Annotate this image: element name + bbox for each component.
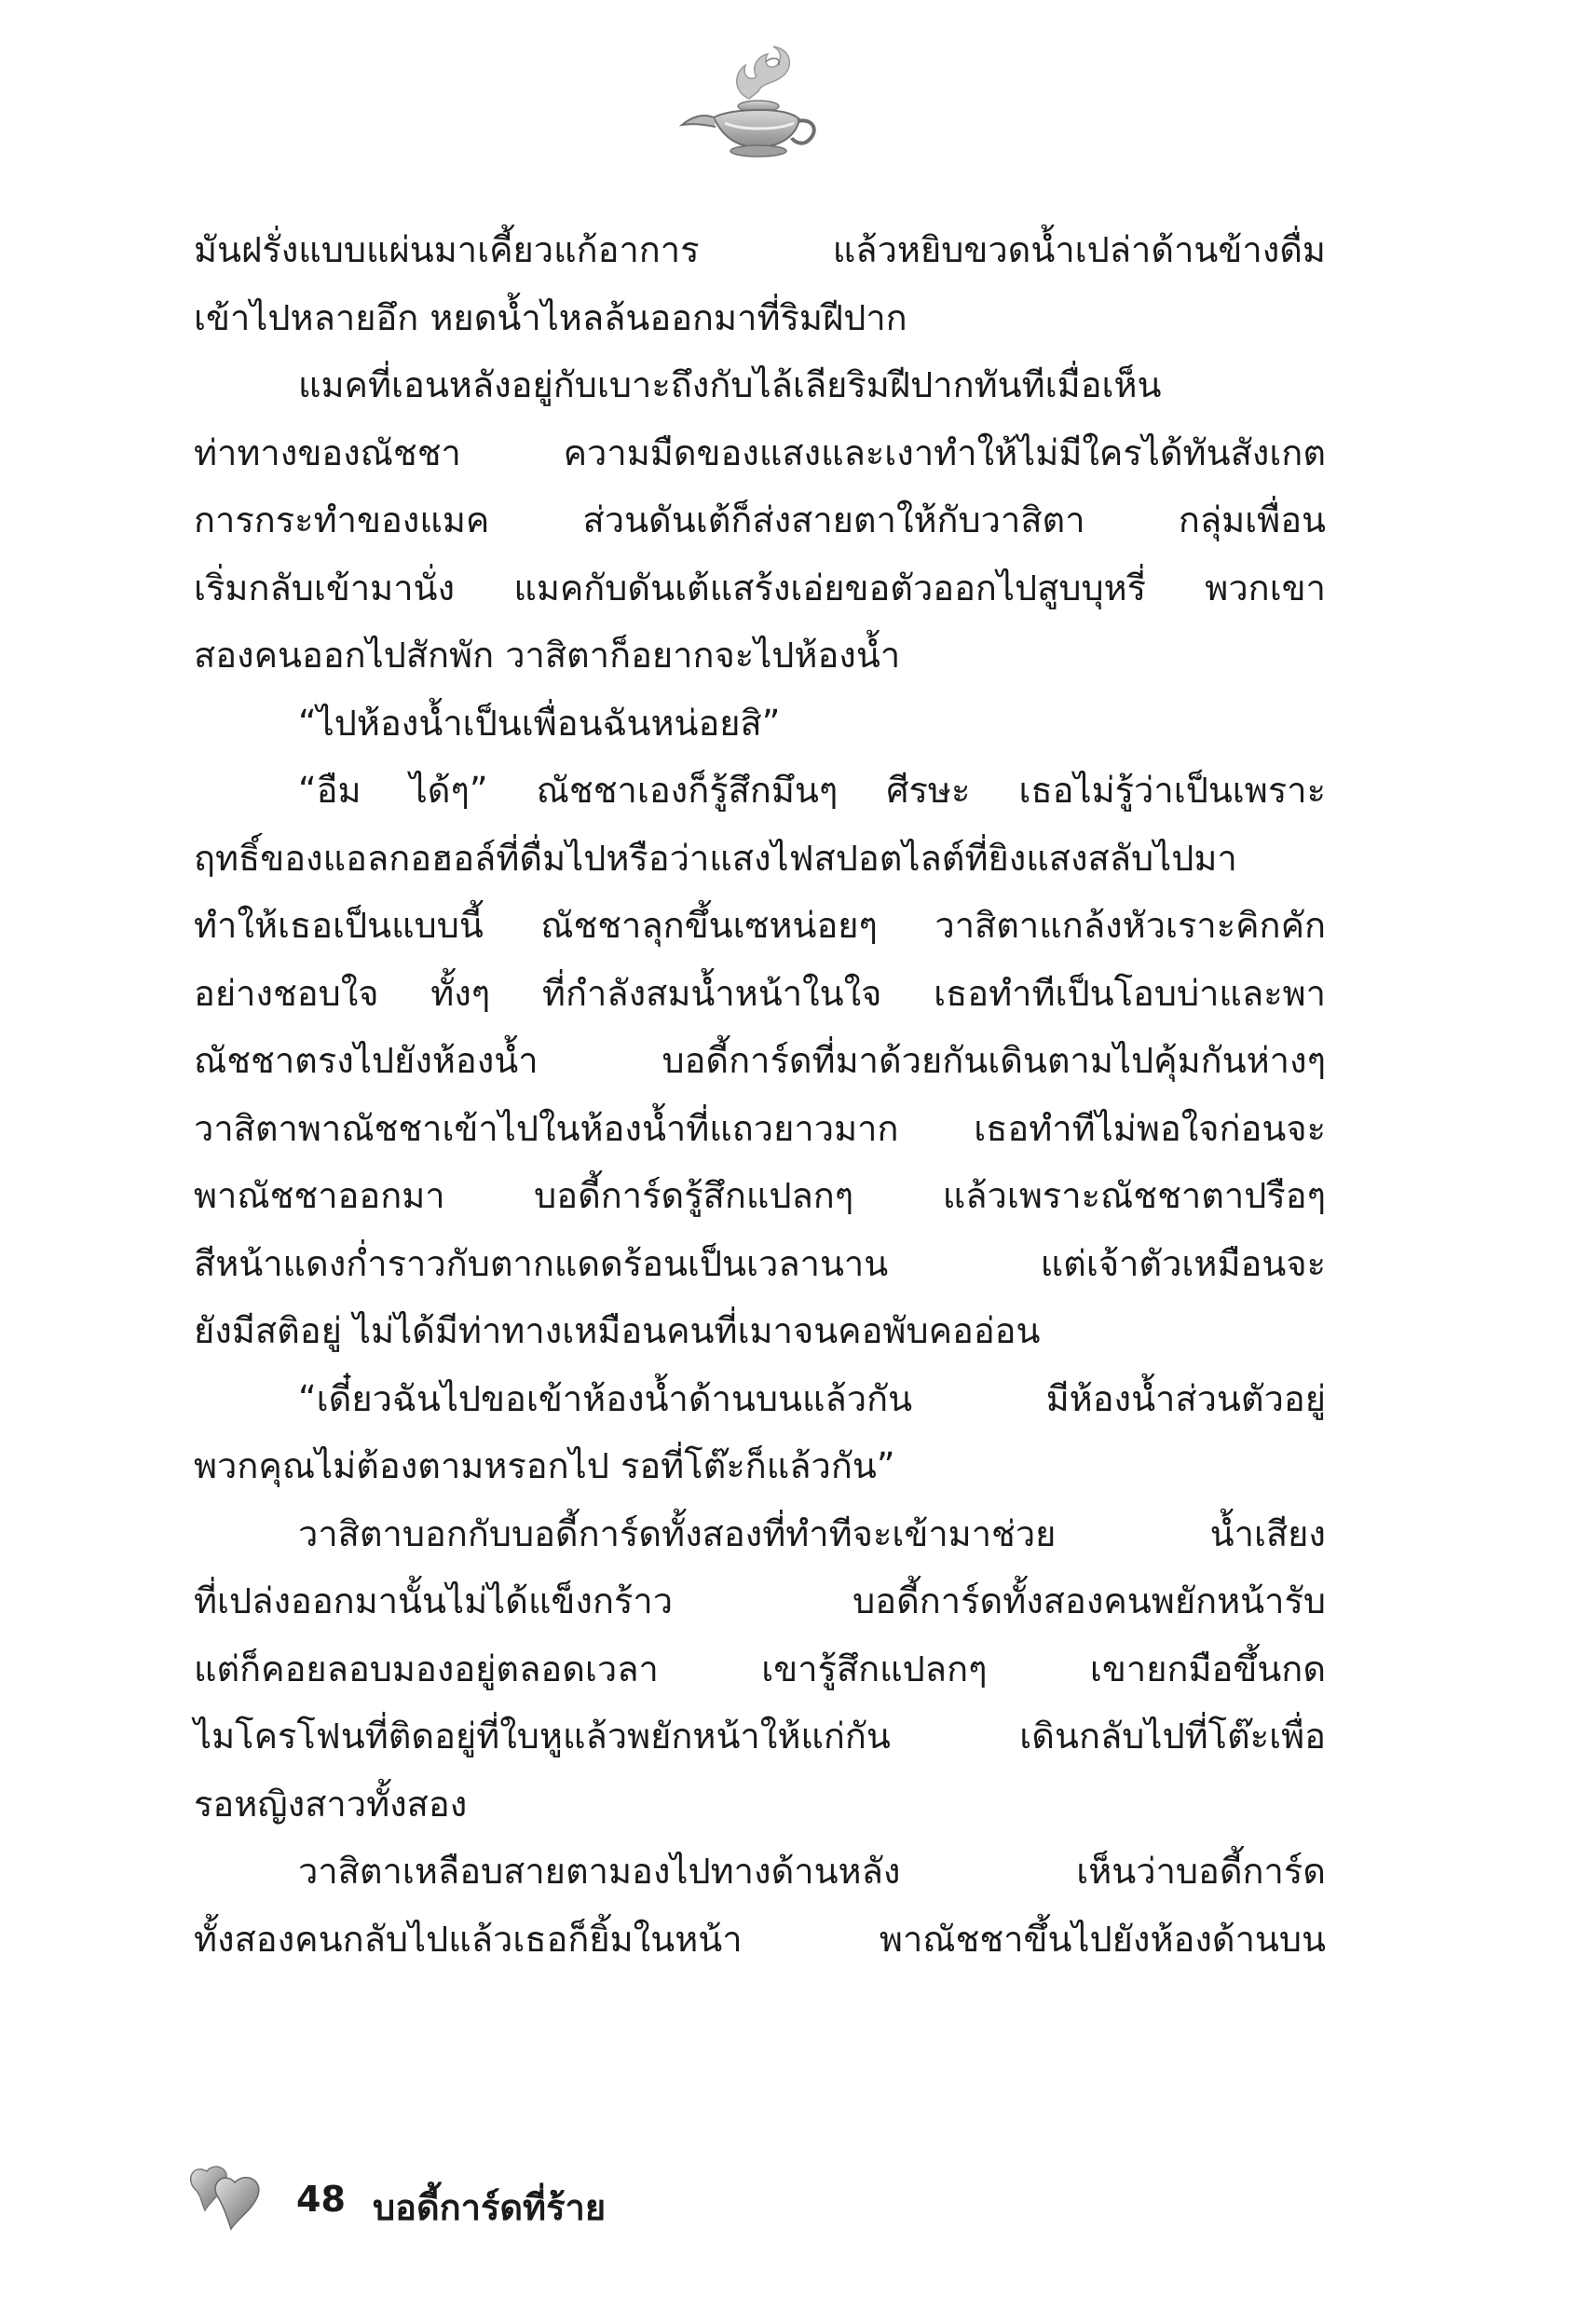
paragraph-line: การกระทำของแมค ส่วนดันเต้ก็ส่งสายตาให้กับวาสิตา กลุ่มเพื่อน xyxy=(194,499,1326,540)
paragraph-line: เข้าไปหลายอึก หยดน้ำไหลล้นออกมาที่ริมฝีปาก xyxy=(194,296,907,338)
paragraph-line: สองคนออกไปสักพัก วาสิตาก็อยากจะไปห้องน้ำ xyxy=(194,635,901,676)
paragraph-line: ฤทธิ์ของแอลกอฮอล์ที่ดื่มไปหรือว่าแสงไฟสปอตไลต์ที่ยิงแสงสลับไปมา xyxy=(194,837,1237,879)
page-number: 48 xyxy=(296,2179,346,2220)
paragraph-line: ไมโครโฟนที่ติดอยู่ที่ใบหูแล้วพยักหน้าให้แก่กัน เดินกลับไปที่โต๊ะเพื่อ xyxy=(194,1716,1326,1757)
paragraph-line: แมคที่เอนหลังอยู่กับเบาะถึงกับไล้เลียริมฝีปากทันทีเมื่อเห็น xyxy=(298,364,1162,405)
paragraph-line: “ไปห้องน้ำเป็นเพื่อนฉันหน่อยสิ” xyxy=(298,702,781,744)
paragraph-line: วาสิตาพาณัชชาเข้าไปในห้องน้ำที่แถวยาวมาก เธอทำทีไม่พอใจก่อนจะ xyxy=(194,1107,1326,1149)
paragraph-line: อย่างชอบใจ ทั้งๆ ที่กำลังสมน้ำหน้าในใจ เธอทำทีเป็นโอบบ่าและพา xyxy=(194,972,1326,1014)
paragraph-line: พาณัชชาออกมา บอดี้การ์ดรู้สึกแปลกๆ แล้วเพราะณัชชาตาปรือๆ xyxy=(194,1175,1326,1216)
paragraph-line: มันฝรั่งแบบแผ่นมาเคี้ยวแก้อาการ แล้วหยิบขวดน้ำเปล่าด้านข้างดื่ม xyxy=(194,229,1326,270)
paragraph-line: สีหน้าแดงก่ำราวกับตากแดดร้อนเป็นเวลานาน แต่เจ้าตัวเหมือนจะ xyxy=(194,1242,1326,1284)
paragraph-line: รอหญิงสาวทั้งสอง xyxy=(194,1783,468,1825)
paragraph-line: ทำให้เธอเป็นแบบนี้ ณัชชาลุกขึ้นเซหน่อยๆ วาสิตาแกล้งหัวเราะคิกคัก xyxy=(194,905,1326,946)
paragraph-line: ทั้งสองคนกลับไปแล้วเธอก็ยิ้มในหน้า พาณัชชาขึ้นไปยังห้องด้านบน xyxy=(194,1918,1326,1960)
paragraph-line: “อืม ได้ๆ” ณัชชาเองก็รู้สึกมึนๆ ศีรษะ เธอไม่รู้ว่าเป็นเพราะ xyxy=(298,770,1326,811)
paragraph-line: แต่ก็คอยลอบมองอยู่ตลอดเวลา เขารู้สึกแปลกๆ เขายกมือขึ้นกด xyxy=(194,1648,1326,1689)
paragraph-line: ณัชชาตรงไปยังห้องน้ำ บอดี้การ์ดที่มาด้วยกันเดินตามไปคุ้มกันห่างๆ xyxy=(194,1040,1326,1081)
paragraph-line: วาสิตาบอกกับบอดี้การ์ดทั้งสองที่ทำทีจะเข้ามาช่วย น้ำเสียง xyxy=(298,1512,1326,1554)
paragraph-line: พวกคุณไม่ต้องตามหรอกไป รอที่โต๊ะก็แล้วกัน” xyxy=(194,1445,895,1486)
paragraph-line: ยังมีสติอยู่ ไม่ได้มีท่าทางเหมือนคนที่เมาจนคอพับคออ่อน xyxy=(194,1310,1041,1351)
paragraph-line: วาสิตาเหลือบสายตามองไปทางด้านหลัง เห็นว่าบอดี้การ์ด xyxy=(298,1851,1326,1892)
paragraph-line: เริ่มกลับเข้ามานั่ง แมคกับดันเต้แสร้งเอ่ยขอตัวออกไปสูบบุหรี่ พวกเขา xyxy=(194,567,1326,609)
hearts-icon xyxy=(177,2162,280,2235)
paragraph-line: “เดี๋ยวฉันไปขอเข้าห้องน้ำด้านบนแล้วกัน มีห้องน้ำส่วนตัวอยู่ xyxy=(298,1377,1326,1419)
paragraph-line: ที่เปล่งออกมานั้นไม่ได้แข็งกร้าว บอดี้การ์ดทั้งสองคนพยักหน้ารับ xyxy=(194,1580,1326,1621)
book-title: บอดี้การ์ดที่ร้าย xyxy=(373,2187,607,2228)
page-footer xyxy=(177,2162,829,2236)
paragraph-line: ท่าทางของณัชชา ความมืดของแสงและเงาทำให้ไม่มีใครได้ทันสังเกต xyxy=(194,431,1326,473)
genie-lamp-ornament-icon xyxy=(676,45,825,166)
body-text xyxy=(194,216,1326,1973)
